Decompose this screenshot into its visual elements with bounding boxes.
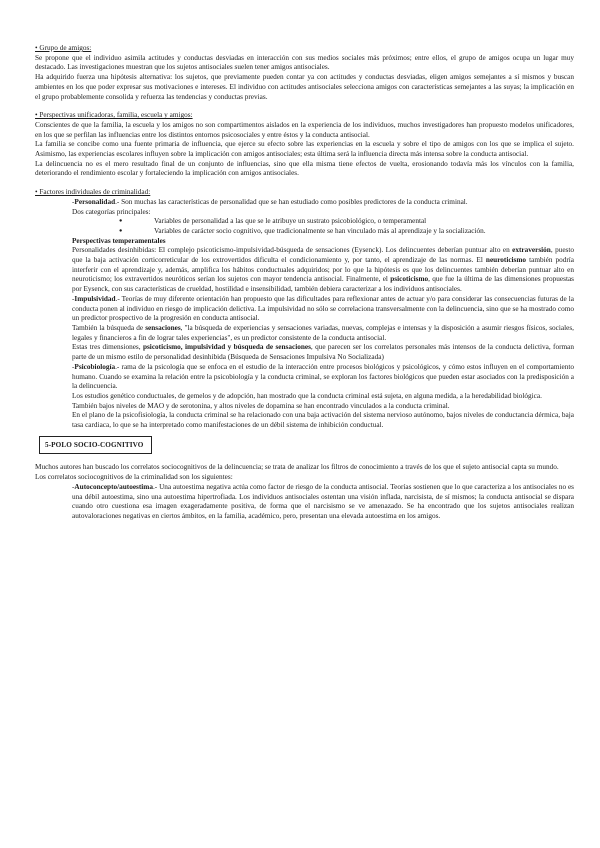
paragraph-personalidad: -Personalidad.- Son muchas las características de personalidad que se han estudiado como posibles predictores de la conducta criminal. [72, 197, 468, 206]
paragraph: En el plano de la psicofisiología, la conducta criminal se ha relacionado con una baja activación del sistema nervioso autónomo, bajos niveles de conductancia dérmica, baja tasa cardiaca, lo que se ha interpretado como manifestaciones de un débil sistema de inhibición conductual. [72, 411, 574, 430]
factores-block [72, 198, 574, 431]
paragraph: Conscientes de que la familia, la escuela y los amigos no son compartimentos aislados en la experiencia de los individuos, muchos investigadores han propuesto modelos unificadores, en los que se perfilan las influencias entre los distintos entornos psicosociales y entre éstos y la conducta antisocial. [35, 120, 574, 139]
paragraph: Muchos autores han buscado los correlatos sociocognitivos de la delincuencia; se trata de analizar los filtros de conocimiento a través de los que el sujeto antisocial capta su mundo. [35, 463, 559, 472]
paragraph-psicobiologia: -Psicobiología.- rama de la psicología que se enfoca en el estudio de la interacción entre procesos biológicos y psicológicos, y cómo estos influyen en el comportamiento humano. Cuando se examina la relación entre la psicobiología y la conducta criminal, se exploran los factores biológicos que pueden estar asociados con la predisposición a la delincuencia. [72, 362, 574, 391]
bullet-list [72, 217, 574, 236]
paragraph: Ha adquirido fuerza una hipótesis alternativa: los sujetos, que previamente pueden contar ya con actitudes y conductas desviadas, eligen amigos semejantes a sí mismos y buscan ambientes en los que poder expresar sus motivaciones e intereses. El individuo con actitudes antisociales selecciona amigos con características semejantes a las suyas; la implicación en el grupo probablemente consolida y refuerza las tendencias y conductas previas. [35, 73, 574, 101]
section-heading-grupo: • Grupo de amigos: [35, 44, 92, 52]
section-box-polo-socio-cognitivo: 5-POLO SOCIO-COGNITIVO [39, 436, 152, 455]
paragraph: Se propone que el individuo asimila actitudes y conductas desviadas en interacción con sus medios sociales más próximos; entre ellos, el grupo de amigos ocupa un lugar muy destacado. Las investigaciones muestran que los sujetos antisociales suelen tener amigos antisociales. [35, 53, 574, 72]
term-dimensiones: psicoticismo, impulsividad y búsqueda de sensaciones [142, 343, 311, 352]
paragraph: Dos categorías principales: [72, 207, 151, 216]
paragraph-autoconcepto: -Autoconcepto/autoestima.- Una autoestima negativa actúa como factor de riesgo de la conducta antisocial. Teorías sostienen que lo que caracteriza a los antisociales no es una débil autoestima, sino una autoestima hipertrofiada. Los individuos antisociales ostentan una visión inflada, narcisista, de sí mismos; la conducta antisocial se dispara cuando otro cuestiona esa imagen exageradamente positiva, de forma que el narcisismo se ve amenazado. Se ha encontrado que los sujetos antisociales realizan autovaloraciones negativas en ciertos ámbitos, en la familia, académico, pero, presentan una elevada autoestima en los amigos. [72, 482, 574, 520]
polo-block [72, 483, 574, 522]
paragraph: También bajos niveles de MAO y de serotonina, y altos niveles de dopamina se han encontrado vinculados a la conducta criminal. [72, 401, 450, 410]
paragraph: Los estudios genético conductuales, de gemelos y de adopción, han mostrado que la conducta criminal está sujeta, en alguna medida, a la heredabilidad biológica. [72, 391, 542, 400]
paragraph-busqueda: También la búsqueda de sensaciones, "la búsqueda de experiencias y sensaciones variadas, nuevas, complejas e intensas y la disposición a asumir riesgos físicos, sociales, legales y financieros a fin de lograr tales experiencias", es un predictor consistente de la conducta antisocial. [72, 323, 574, 342]
subheading-temperamentales: Perspectivas temperamentales [72, 236, 166, 245]
list-item: ● Variables de personalidad a las que se le atribuye un sustrato psicobiológico, o temperamental [154, 217, 574, 227]
term-sensaciones: sensaciones [145, 323, 181, 332]
term-impulsividad: Impulsividad [74, 294, 116, 303]
section-heading-factores: • Factores individuales de criminalidad: [35, 188, 151, 197]
term-autoconcepto: Autoconcepto/autoestima [74, 482, 153, 491]
paragraph-impulsividad: -Impulsividad.- Teorías de muy diferente orientación han propuesto que las dificultades para reflexionar antes de actuar y/o para considerar las consecuencias futuras de la conducta ponen al individuo en riesgo de implicación delictiva. La impulsividad no sólo se correlaciona transversalmente con la delincuencia, sino que se ha mostrado como un predictor prospectivo de la progresión en conducta antisocial. [72, 294, 574, 323]
paragraph: La delincuencia no es el mero resultado final de un conjunto de influencias, sino que ella misma tiene efectos de vuelta, erosionando todavía más los vínculos con la familia, deteriorando el rendimiento escolar y fortaleciendo la implicación con amigos antisociales. [35, 159, 574, 178]
term-psicobiologia: Psicobiología [74, 362, 116, 371]
term-psicoticismo: psicoticismo [390, 275, 429, 284]
term-personalidad: Personalidad [74, 197, 116, 206]
list-item: ● Variables de carácter socio cognitivo, que tradicionalmente se han vinculado más al aprendizaje y la socialización. [154, 227, 574, 237]
paragraph-rasgos: Personalidades desinhibidas: El complejo psicoticismo-impulsividad-búsqueda de sensaciones (Eysenck). Los delincuentes deberían puntuar alto en extraversión, puesto que la baja activación corticorreticular de los extrovertidos dificulta el condicionamiento y, por tanto, el aprendizaje de las normas. El neuroticismo también podría interferir con el aprendizaje y, además, amplifica los hábitos conductuales adquiridos; por lo que la hipótesis es que los delincuentes también deberían puntuar alto en neuroticismo; los extravertidos neuróticos serían los sujetos con mayor tendencia antisocial. Finalmente, el psicoticismo, que fue la última de las dimensiones propuestas por Eysenck, con sus características de crueldad, hostilidad e insensibilidad, también debiera caracterizar a los individuos antisociales. [72, 246, 575, 294]
paragraph: La familia se concibe como una fuente primaria de influencia, que ejerce su efecto sobre las experiencias en la escuela y sobre el tipo de amigos con los que se implica el sujeto. Asimismo, las experiencias escolares influyen sobre la implicación con amigos antisociales; esta última será la influencia directa más intensa sobre la conducta antisocial. [35, 140, 574, 159]
section-heading-perspectivas: • Perspectivas unificadoras, familia, escuela y amigos: [35, 111, 193, 120]
term-extraversion: extraversión [512, 246, 551, 255]
term-neuroticismo: neuroticismo [485, 256, 527, 265]
paragraph: Los correlatos sociocognitivos de la criminalidad son los siguientes: [35, 473, 233, 482]
paragraph-dimensiones: Estas tres dimensiones, psicoticismo, impulsividad y búsqueda de sensaciones, que parecen ser los correlatos personales más intensos de la conducta delictiva, forman parte de un mismo estilo de personalidad desinhibida (Búsqueda de Sensaciones Impulsiva No Socializada) [72, 343, 574, 362]
